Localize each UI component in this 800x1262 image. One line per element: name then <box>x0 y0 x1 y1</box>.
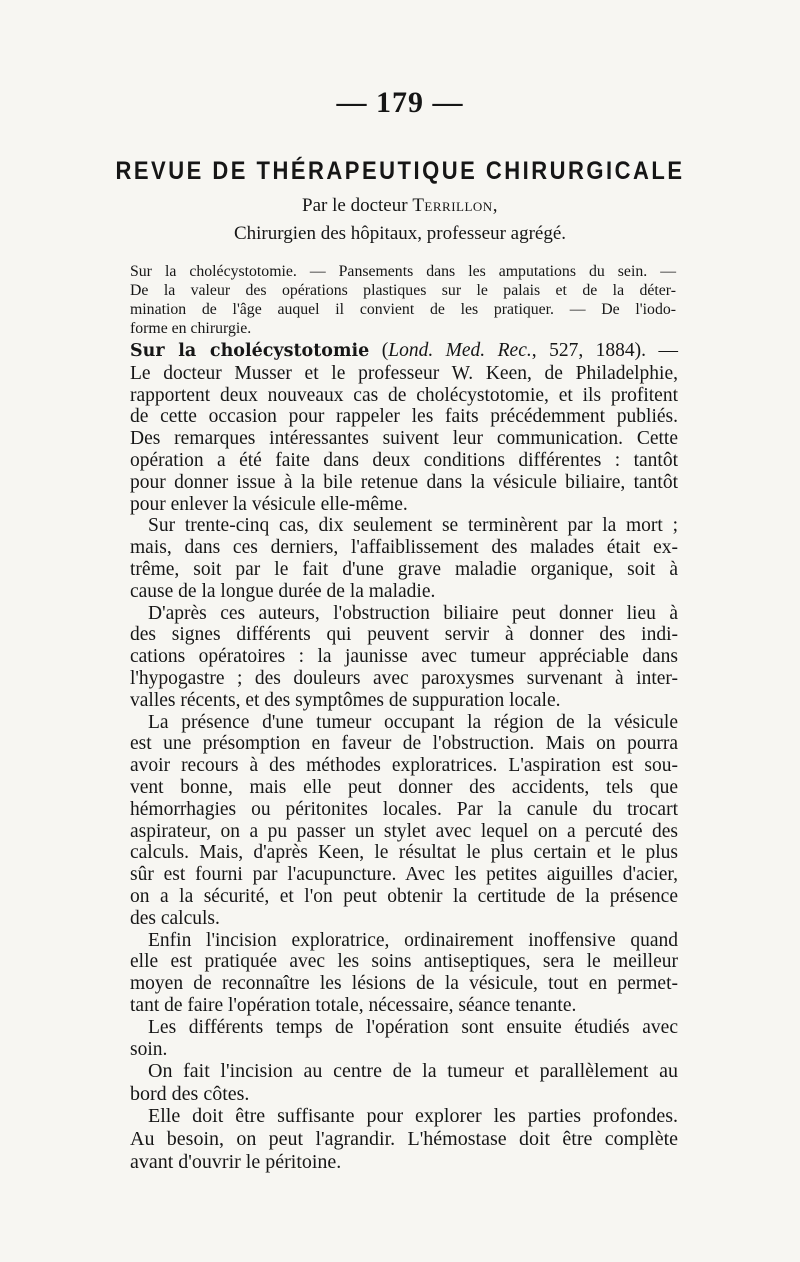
text-line: sûr est fourni par l'acupuncture. Avec les petites aiguilles d'acier, <box>130 864 678 886</box>
text-line: soin. <box>130 1038 168 1060</box>
author-name: Terrillon, <box>412 195 498 216</box>
paragraph <box>130 1105 678 1173</box>
section-heading: Sur la cholécystotomie <box>130 341 370 361</box>
text-line: de cette occasion pour rappeler les faits précédemment publiés. <box>130 406 678 428</box>
page-title: REVUE DE THÉRAPEUTIQUE CHIRURGICALE <box>115 156 685 185</box>
text-line: cause de la longue durée de la maladie. <box>130 580 436 602</box>
paragraph <box>130 1017 678 1061</box>
citation-journal: Lond. Med. Rec. <box>388 340 532 361</box>
text-line: elle est pratiquée avec les soins antiseptiques, sera le meilleur <box>130 951 678 973</box>
text-line: trême, soit par le fait d'une grave maladie organique, soit à <box>130 558 678 580</box>
paragraph <box>130 515 678 602</box>
paragraph <box>130 930 678 1017</box>
text-line: La présence d'une tumeur occupant la région de la vésicule <box>148 711 678 733</box>
author-line <box>0 192 800 220</box>
text-line: Elle doit être suffisante pour explorer les parties profondes. <box>148 1105 678 1128</box>
summary-line: De la valeur des opérations plastiques sur le palais et de la déter- <box>130 282 676 299</box>
text-line: avant d'ouvrir le péritoine. <box>130 1150 342 1173</box>
summary-line: forme en chirurgie. <box>130 320 252 337</box>
text-line: On fait l'incision au centre de la tumeur et parallèlement au <box>148 1060 678 1083</box>
text-line: on a la sécurité, et l'on peut obtenir la certitude de la présence <box>130 885 678 907</box>
text-line: hémorrhagies ou péritonites locales. Par la canule du trocart <box>130 798 678 820</box>
text-line: pour donner issue à la bile retenue dans la vésicule biliaire, tantôt <box>130 471 678 493</box>
citation-open: ( <box>369 340 389 361</box>
text-line: avoir recours à des méthodes exploratrices. L'aspiration est sou- <box>130 755 678 777</box>
text-line: bord des côtes. <box>130 1082 250 1105</box>
text-line: tant de faire l'opération totale, nécessaire, séance tenante. <box>130 994 577 1016</box>
text-line: vent bonne, mais elle peut donner des accidents, tels que <box>130 776 678 798</box>
text-line: des signes différents qui peuvent servir à donner des indi- <box>130 624 678 646</box>
paragraph <box>130 363 678 516</box>
author-title: Chirurgien des hôpitaux, professeur agrégé. <box>233 223 567 244</box>
chapter-summary <box>130 262 676 338</box>
text-line: calculs. Mais, d'après Keen, le résultat le plus certain et le plus <box>130 842 678 864</box>
text-line: moyen de reconnaître les lésions de la vésicule, tout en permet- <box>130 973 678 995</box>
byline <box>0 192 800 248</box>
text-line: mais, dans ces derniers, l'affaiblissement des malades était ex- <box>130 537 678 559</box>
text-line: des calculs. <box>130 907 220 929</box>
text-line: pour enlever la vésicule elle-même. <box>130 493 408 515</box>
text-line: opération a été faite dans deux conditions différentes : tantôt <box>130 449 678 471</box>
paragraph <box>130 603 678 712</box>
text-line: l'hypogastre ; des douleurs avec paroxysmes survenant à inter- <box>130 667 678 689</box>
text-line: D'après ces auteurs, l'obstruction biliaire peut donner lieu à <box>148 602 678 624</box>
author-prefix: Par le docteur <box>302 195 413 216</box>
summary-line: Sur la cholécystotomie. — Pansements dans les amputations du sein. — <box>130 263 676 280</box>
text-line: rapportent deux nouveaux cas de cholécystotomie, et ils profitent <box>130 384 678 406</box>
paragraph <box>130 712 678 930</box>
text-line: cations opératoires : la jaunisse avec tumeur appréciable dans <box>130 646 678 668</box>
paragraph <box>130 1060 678 1105</box>
text-line: Des remarques intéressantes suivent leur communication. Cette <box>130 428 678 450</box>
body-text <box>130 340 678 1173</box>
text-line: Enfin l'incision exploratrice, ordinairement inoffensive quand <box>148 929 678 951</box>
text-line: aspirateur, on a pu passer un stylet avec lequel on a percuté des <box>130 820 678 842</box>
section-heading-line <box>130 340 678 363</box>
page-number: — 179 — <box>336 86 464 119</box>
text-line: Le docteur Musser et le professeur W. Keen, de Philadelphie, <box>130 362 678 384</box>
text-line: valles récents, et des symptômes de suppuration locale. <box>130 689 561 711</box>
citation-rest: , 527, 1884). — <box>531 340 679 361</box>
text-line: Les différents temps de l'opération sont ensuite étudiés avec <box>148 1016 678 1038</box>
text-line: Au besoin, on peut l'agrandir. L'hémostase doit être complète <box>130 1128 678 1151</box>
text-line: est une présomption en faveur de l'obstruction. Mais on pourra <box>130 733 678 755</box>
text-line: Sur trente-cinq cas, dix seulement se terminèrent par la mort ; <box>148 515 678 537</box>
summary-line: mination de l'âge auquel il convient de les pratiquer. — De l'iodo- <box>130 301 676 318</box>
